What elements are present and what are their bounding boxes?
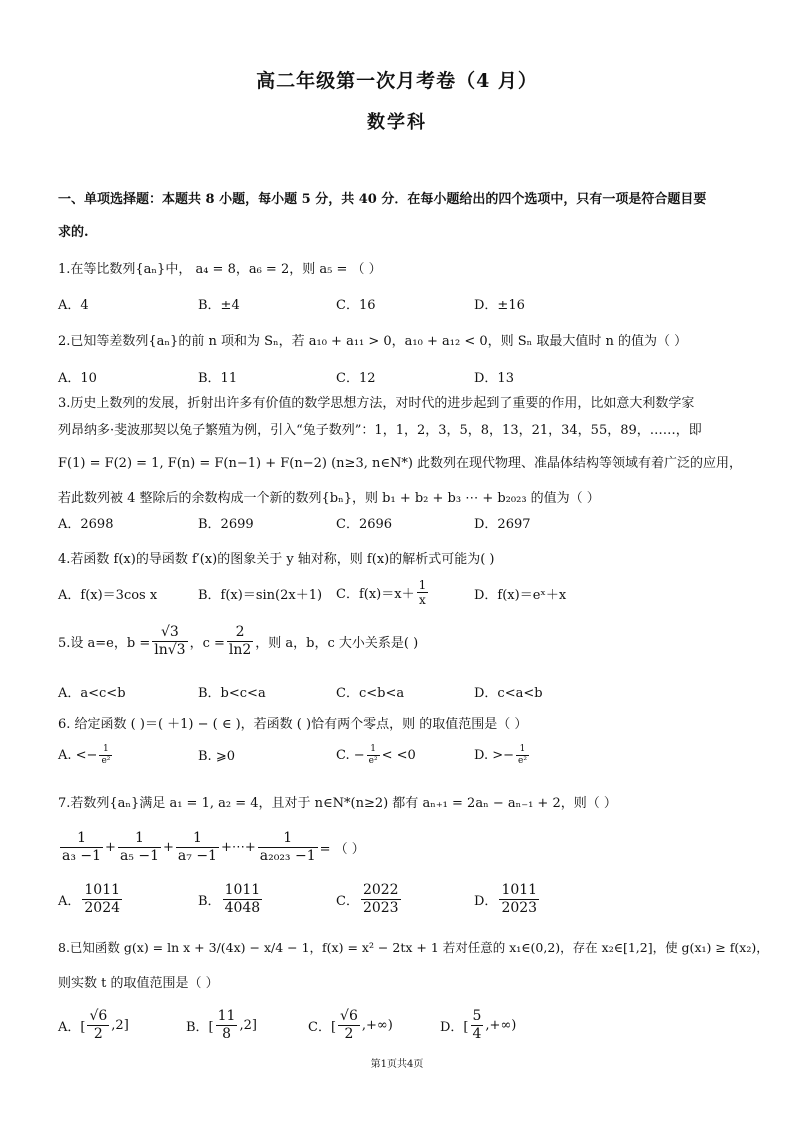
q8-option-b[interactable]: B．[ $\frac{11}{8}$ ,2]	[186, 1008, 257, 1042]
q4-option-a[interactable]: A．f(x)＝3cos x	[58, 588, 158, 603]
q1-option-c[interactable]: C．16	[336, 298, 376, 313]
question-2-options	[58, 367, 758, 387]
question-4-stem: 4.若函数 f(x)的导函数 f′(x)的图象关于 y 轴对称，则 f(x)的解析式可能为( )	[58, 552, 495, 567]
q3-option-a[interactable]: A．2698	[58, 517, 114, 532]
question-3-options	[58, 513, 758, 533]
q6-option-c[interactable]: C. − $\frac{1}{\text{e²}}$ < <0	[336, 744, 416, 766]
q4-option-c[interactable]	[336, 578, 430, 607]
page-footer: 第1页共4页	[370, 1059, 424, 1070]
q4-option-c-text: C．f(x)＝x＋	[336, 587, 415, 602]
question-8-stem-2: 则实数 t 的取值范围是（ ）	[58, 976, 219, 991]
q6-option-a-fraction: $\frac{1}{\text{e²}}$	[101, 744, 111, 766]
q2-option-c[interactable]: C．12	[336, 371, 376, 386]
q7-option-d[interactable]: D． $\frac{1011}{2023}$	[474, 882, 538, 916]
question-2-stem: 2.已知等差数列{aₙ}的前 n 项和为 Sₙ，若 a₁₀ + a₁₁ > 0，a₁₀ + a₁₂ < 0，则 Sₙ 取最大值时 n 的值为（ ）	[58, 334, 688, 349]
q5-option-c[interactable]: C．c<b<a	[336, 686, 405, 701]
question-7-options	[58, 882, 758, 922]
exam-title: 高二年级第一次月考卷（4 月）	[256, 70, 538, 92]
question-6-stem: 6. 给定函数 ( )＝( ＋1) − ( ∈ )，若函数 ( )恰有两个零点，则 的取值范围是（ ）	[58, 717, 528, 732]
q6-option-d-fraction: $\frac{1}{\text{e²}}$	[518, 744, 527, 766]
section-heading: 一、单项选择题：本题共 8 小题，每小题 5 分，共 40 分．在每小题给出的四个选项中，只有一项是符合题目要	[58, 192, 707, 207]
q7-term-2: $\frac{1}{\text{a₅ −1}}$	[119, 830, 159, 864]
question-7-stem: 7.若数列{aₙ}满足 a₁ = 1, a₂ = 4，且对于 n∈N*(n≥2) 都有 aₙ₊₁ = 2aₙ − aₙ₋₁ + 2，则（ ）	[58, 796, 617, 811]
q3-option-d[interactable]: D．2697	[474, 517, 531, 532]
q5-option-a[interactable]: A．a<c<b	[58, 686, 126, 701]
q7-option-a[interactable]: A． $\frac{1011}{2024}$	[58, 882, 121, 916]
q8-option-d[interactable]: D．[ $\frac{5}{4}$ ,+∞)	[440, 1008, 517, 1042]
question-5-options	[58, 682, 758, 702]
question-3-stem-2: 列昂纳多·斐波那契以兔子繁殖为例，引入“兔子数列”：1，1，2，3，5，8，13，21，34，55，89，……，即	[58, 423, 702, 438]
q2-option-a[interactable]: A．10	[58, 371, 97, 386]
question-8-options	[58, 1008, 758, 1048]
question-6-options	[58, 744, 758, 774]
question-1-stem: 1.在等比数列{aₙ}中， a₄ = 8，a₆ = 2，则 a₅ = （ ）	[58, 262, 382, 277]
question-5-stem: 5.设 a=e，b = $\frac{√3}{\ln√3}$ ，c = $\frac{2}{\ln 2}$ ，则 a，b，c 大小关系是( )	[58, 624, 419, 658]
q6-option-d[interactable]: D. >− $\frac{1}{\text{e²}}$	[474, 744, 527, 766]
q4-option-c-fraction: $\frac{1}{x}$	[418, 578, 427, 607]
q6-option-a[interactable]: A. <− $\frac{1}{\text{e²}}$	[58, 744, 111, 766]
q5-option-d[interactable]: D．c<a<b	[474, 686, 543, 701]
q4-option-d[interactable]: D．f(x)＝eˣ＋x	[474, 588, 567, 603]
q5-frac-b: $\frac{√3}{\ln√3}$	[154, 624, 186, 658]
q1-option-b[interactable]: B．±4	[198, 298, 240, 313]
q7-term-3: $\frac{1}{\text{a₇ −1}}$	[177, 830, 217, 864]
q7-option-b[interactable]: B． $\frac{1011}{4048}$	[198, 882, 261, 916]
q1-option-d[interactable]: D．±16	[474, 298, 525, 313]
q3-option-b[interactable]: B．2699	[198, 517, 254, 532]
exam-subject: 数学科	[367, 112, 427, 133]
q5-option-b[interactable]: B．b<c<a	[198, 686, 266, 701]
question-1-options	[58, 294, 758, 314]
q4-option-b[interactable]: B．f(x)＝sin(2x＋1)	[198, 588, 323, 603]
q6-option-c-fraction: $\frac{1}{\text{e²}}$	[368, 744, 378, 766]
section-heading-cont: 求的.	[58, 225, 89, 240]
q7-term-1: $\frac{1}{\text{a₃ −1}}$	[62, 830, 102, 864]
q8-option-c[interactable]: C．[ $\frac{√6}{2}$ ,+∞)	[308, 1008, 393, 1042]
question-4-options	[58, 578, 758, 612]
question-7-sum: $\frac{1}{\text{a₃ −1}}$ + $\frac{1}{\text{a₅ −1}}$ + $\frac{1}{\text{a₇ −1}}$ +⋯+ $\frac{1}{\text{a₂₀₂₃ −1}}$ = （ ）	[62, 830, 365, 864]
question-3-stem-3: F(1) = F(2) = 1, F(n) = F(n−1) + F(n−2) (n≥3, n∈N*) 此数列在现代物理、准晶体结构等领域有着广泛的应用，	[58, 456, 743, 471]
q1-option-a[interactable]: A．4	[58, 298, 89, 313]
q6-option-b[interactable]: B. ⩾0	[198, 749, 235, 764]
q2-option-d[interactable]: D．13	[474, 371, 514, 386]
q5-frac-c: $\frac{2}{\ln 2}$	[228, 624, 252, 658]
q2-option-b[interactable]: B．11	[198, 371, 238, 386]
q7-term-4: $\frac{1}{\text{a₂₀₂₃ −1}}$	[259, 830, 316, 864]
q7-option-c[interactable]: C． $\frac{2022}{2023}$	[336, 882, 399, 916]
q8-option-a[interactable]: A．[ $\frac{√6}{2}$ ,2]	[58, 1008, 129, 1042]
question-8-stem-1: 8.已知函数 g(x) = ln x + 3/(4x) − x/4 − 1，f(x) = x² − 2tx + 1 若对任意的 x₁∈(0,2)，存在 x₂∈[1,2]，使 g(x₁) ≥ f(x₂)，	[58, 940, 769, 955]
q3-option-c[interactable]: C．2696	[336, 517, 393, 532]
question-3-stem-4: 若此数列被 4 整除后的余数构成一个新的数列{bₙ}，则 b₁ + b₂ + b₃ ⋯ + b₂₀₂₃ 的值为（ ）	[58, 491, 600, 506]
question-3-stem-1: 3.历史上数列的发展，折射出许多有价值的数学思想方法，对时代的进步起到了重要的作用，比如意大利数学家	[58, 396, 695, 411]
